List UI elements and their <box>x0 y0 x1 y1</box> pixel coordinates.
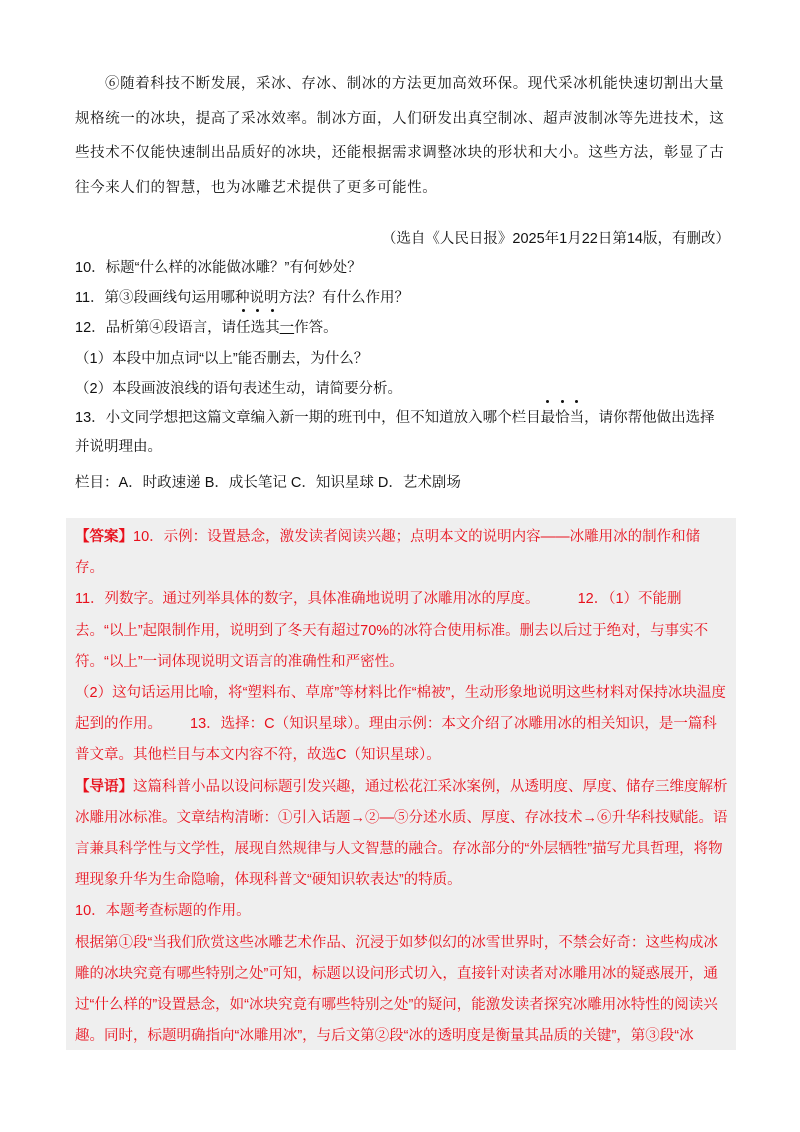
guide-paragraph <box>75 772 729 897</box>
explain-10-body: 根据第①段“当我们欣赏这些冰雕艺术作品、沉浸于如梦似幻的冰雪世界时，不禁会好奇：这些构成冰雕的冰块究竟有哪些特别之处”可知，标题以设问形式切入，直接针对读者对冰雕用冰的疑惑展开，通过“什么样的”设置悬念，如“冰块究竟有哪些特别之处”的疑问，能激发读者探究冰雕用冰特性的阅读兴趣。同时，标题明确指向“冰雕用冰”，与后文第②段“冰的透明度是衡量其品质的关键”，第③段“冰 <box>75 934 718 1045</box>
answer-line-10 <box>75 522 729 584</box>
passage-paragraph-6: ⑥随着科技不断发展，采冰、存冰、制冰的方法更加高效环保。现代采冰机能快速切割出大量规格统一的冰块，提高了采冰效率。制冰方面，人们研发出真空制冰、超声波制冰等先进技术，这些技术不仅能快速制出品质好的冰块，还能根据需求调整冰块的形状和大小。这些方法，彰显了古往今来人们的智慧，也为冰雕艺术提供了更多可能性。 <box>75 76 725 196</box>
dotted-char: 当 <box>570 404 585 433</box>
answer-11: 11．列数字。通过列举具体的数字，具体准确地说明了冰雕用冰的厚度。 <box>75 591 540 608</box>
passage-source: （选自《人民日报》2025年1月22日第14版，有删改） <box>381 231 730 247</box>
answer-line-12-13 <box>75 678 729 772</box>
question-13-tail: ，请你帮他做出选择并说明理由。 <box>75 410 715 456</box>
answer-12-part1: 12．（1）不能删去。“以上”起限制作用，说明到了冬天有超过70%的冰符合使用标准。删去以后过于绝对，与事实不符。“以上”一词体现说明文语言的准确性和严密性。 <box>75 591 709 670</box>
question-13-text: 13．小文同学想把这篇文章编入新一期的班刊中，但不知道放入哪个栏目 <box>75 410 541 427</box>
answer-12-part2: （2）这句话运用比喻，将“塑料布、草席”等材料比作“棉被”，生动形象地说明这些材料对保持冰块温度起到的作用。 <box>75 685 726 733</box>
question-12-text: 12．品析第④段语言，请 <box>75 320 237 337</box>
question-11: 11．第③段画线句运用哪种说明方法？有什么作用？ <box>75 290 410 307</box>
question-12-1: （1）本段中加点词“以上”能否删去，为什么？ <box>75 350 369 367</box>
answer-tag: 【答案】 <box>75 529 133 545</box>
answer-line-11-12 <box>75 584 729 678</box>
question-12-tail: 作答。 <box>294 320 338 337</box>
answer-10: 10．示例：设置悬念，激发读者阅读兴趣；点明本文的说明内容——冰雕用冰的制作和储存。 <box>75 529 701 577</box>
underlined-char: 一 <box>279 320 295 337</box>
question-12 <box>75 313 729 343</box>
dotted-char: 任 <box>236 313 251 343</box>
answer-section <box>75 522 729 1052</box>
guide-tag: 【导语】 <box>75 778 133 795</box>
question-13 <box>75 404 729 462</box>
explain-10-heading: 10．本题考查标题的作用。 <box>75 903 251 920</box>
question-13-options: 栏目：A．时政速递 B．成长笔记 C．知识星球 D．艺术剧场 <box>75 475 461 492</box>
dotted-char: 其 <box>265 313 280 343</box>
question-12-2: （2）本段画波浪线的语句表述生动，请简要分析。 <box>75 380 403 397</box>
questions-section <box>75 253 729 498</box>
dotted-char: 选 <box>251 313 266 343</box>
guide-text: 这篇科普小品以设问标题引发兴趣，通过松花江采冰案例，从透明度、厚度、储存三维度解析冰雕用冰标准。文章结构清晰：①引入话题→②—⑤分述水质、厚度、存冰技术→⑥升华科技赋能。语言兼具科学性与文学性，展现自然规律与人文智慧的融合。存冰部分的“外层牺牲”描写尤具哲理，将物理现象升华为生命隐喻，体现科普文“硬知识软表达”的特质。 <box>75 778 728 889</box>
question-10: 10．标题“什么样的冰能做冰雕？”有何妙处？ <box>75 260 362 276</box>
dotted-char: 恰 <box>555 404 570 433</box>
dotted-char: 最 <box>541 404 556 433</box>
answer-13: 13．选择：C（知识星球）。理由示例：本文介绍了冰雕用冰的相关知识，是一篇科普文章。其他栏目与本文内容不符，故选C（知识星球）。 <box>75 716 717 764</box>
